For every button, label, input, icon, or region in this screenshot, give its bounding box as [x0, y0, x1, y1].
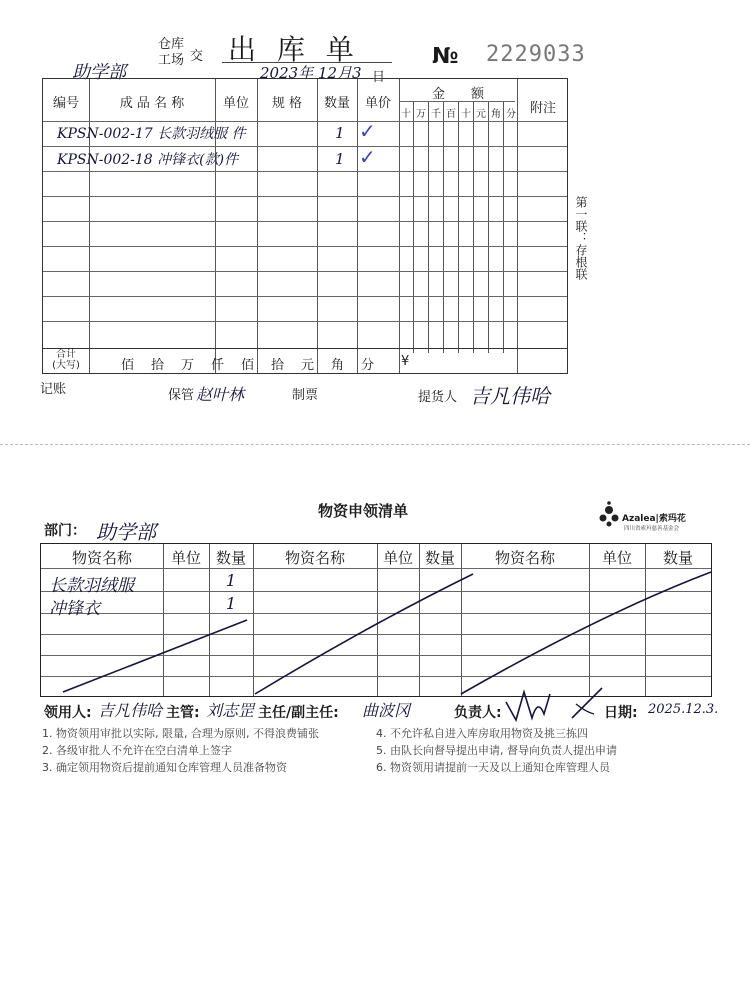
- total-units: 佰 拾 万 仟 佰 拾 元 角 分: [121, 358, 377, 373]
- col-remarks: 附注: [529, 101, 556, 116]
- keeper-label: 保管: [168, 388, 195, 403]
- col-item-unit: 单位: [601, 549, 632, 567]
- total-line2: (大写): [52, 360, 80, 371]
- logo-brand: Azalea|索玛花: [622, 514, 686, 524]
- total-label: [43, 349, 89, 371]
- department-value: 助学部: [96, 520, 156, 544]
- supervisor-signature: 刘志罡: [206, 701, 255, 720]
- owner-label: 负责人:: [454, 705, 502, 721]
- digit-label: 角: [491, 109, 501, 120]
- item-qty: 1: [225, 594, 237, 613]
- supervisor-label: 主管:: [166, 705, 200, 721]
- keeper-signature: 赵叶林: [196, 385, 245, 404]
- day-label: 日: [372, 70, 386, 85]
- check-icon: ✓: [359, 145, 376, 169]
- col-unit: 单位: [222, 96, 249, 111]
- requisition-title: 物资申领清单: [318, 502, 409, 520]
- col-code: 编号: [52, 96, 79, 111]
- date-handwritten: 2023年 12月3: [260, 64, 362, 82]
- invoice-label: 制票: [292, 388, 319, 403]
- rule-item: 3. 确定领用物资后提前通知仓库管理人员准备物资: [42, 761, 287, 774]
- slip-number: 2229033: [486, 42, 586, 67]
- page-title: 出 库 单: [228, 33, 360, 66]
- item-qty: 1: [225, 571, 237, 590]
- col-item-name: 物资名称: [494, 549, 555, 567]
- picker-signature: 吉凡伟哈: [470, 384, 550, 408]
- director-signature: 曲波冈: [362, 701, 411, 720]
- receiver-signature: 吉凡伟哈: [98, 701, 163, 720]
- col-item-unit: 单位: [170, 549, 201, 567]
- bookkeeping-label: 记账: [40, 382, 67, 397]
- logo: [596, 500, 706, 536]
- col-item-name: 物资名称: [284, 549, 345, 567]
- requisition-table: [40, 543, 712, 697]
- row-quantity: 1: [335, 150, 345, 168]
- col-item-qty: 数量: [662, 549, 693, 567]
- total-line1: 合计: [56, 349, 76, 360]
- receiver-label: 领用人:: [44, 705, 92, 721]
- col-amount: 金 额: [431, 87, 484, 102]
- check-icon: ✓: [359, 119, 376, 143]
- digit-label: 万: [416, 109, 426, 120]
- digit-label: 十: [461, 109, 471, 120]
- total-yen: ¥: [401, 354, 410, 369]
- rules-left: [42, 725, 319, 776]
- picker-label: 提货人: [418, 390, 458, 405]
- flower-logo-icon: [596, 500, 622, 530]
- digit-label: 元: [476, 109, 486, 120]
- rule-item: 5. 由队长向督导提出申请, 督导向负责人提出申请: [376, 744, 617, 757]
- rules-right: [376, 725, 617, 776]
- col-item-qty: 数量: [424, 549, 455, 567]
- col-quantity: 数量: [323, 96, 350, 111]
- digit-label: 百: [446, 109, 456, 120]
- digit-label: 千: [431, 109, 441, 120]
- date-value: 2025.12.3.: [648, 702, 719, 717]
- department-label: 部门：: [44, 523, 86, 539]
- page-separator: [0, 444, 750, 445]
- item-name: 冲锋衣: [49, 599, 100, 619]
- col-item-unit: 单位: [382, 549, 413, 567]
- director-label: 主任/副主任:: [258, 705, 339, 721]
- rule-item: 2. 各级审批人不允许在空白清单上签字: [42, 744, 232, 757]
- owner-signature-scribble: [502, 684, 612, 724]
- no-symbol: №: [432, 44, 459, 69]
- digit-label: 分: [506, 109, 516, 120]
- void-strike-lines: [41, 544, 713, 698]
- col-item-qty: 数量: [215, 549, 246, 567]
- digit-label: 十: [401, 109, 411, 120]
- rule-item: 1. 物资领用审批以实际, 限量, 合理为原则, 不得浪费铺张: [42, 727, 319, 740]
- row-entry: KPSN-002-18 冲锋衣(款)件: [57, 152, 239, 168]
- col-unit-price: 单价: [364, 96, 391, 111]
- rule-item: 6. 物资领用请提前一天及以上通知仓库管理人员: [376, 761, 610, 774]
- row-quantity: 1: [335, 124, 345, 142]
- transfer-label: 交: [190, 49, 204, 64]
- date-label: 日期:: [604, 705, 638, 721]
- department-handwritten: 助学部: [72, 62, 126, 83]
- col-item-name: 物资名称: [71, 549, 132, 567]
- row-entry: KPSN-002-17 长款羽绒服 件: [57, 126, 246, 142]
- item-name: 长款羽绒服: [49, 576, 134, 596]
- warehouse-line2: 工场: [158, 53, 185, 68]
- outbound-table: [42, 78, 568, 374]
- copy-side-text: 第一联：存根联: [574, 196, 588, 280]
- col-product-name: 成 品 名 称: [119, 96, 185, 111]
- rule-item: 4. 不允许私自进入库房取用物资及挑三拣四: [376, 727, 588, 740]
- warehouse-label: [158, 37, 184, 69]
- logo-subtitle: 四川省索玛慈善基金会: [624, 526, 680, 532]
- warehouse-line1: 仓库: [158, 37, 185, 52]
- col-spec: 规 格: [271, 96, 303, 111]
